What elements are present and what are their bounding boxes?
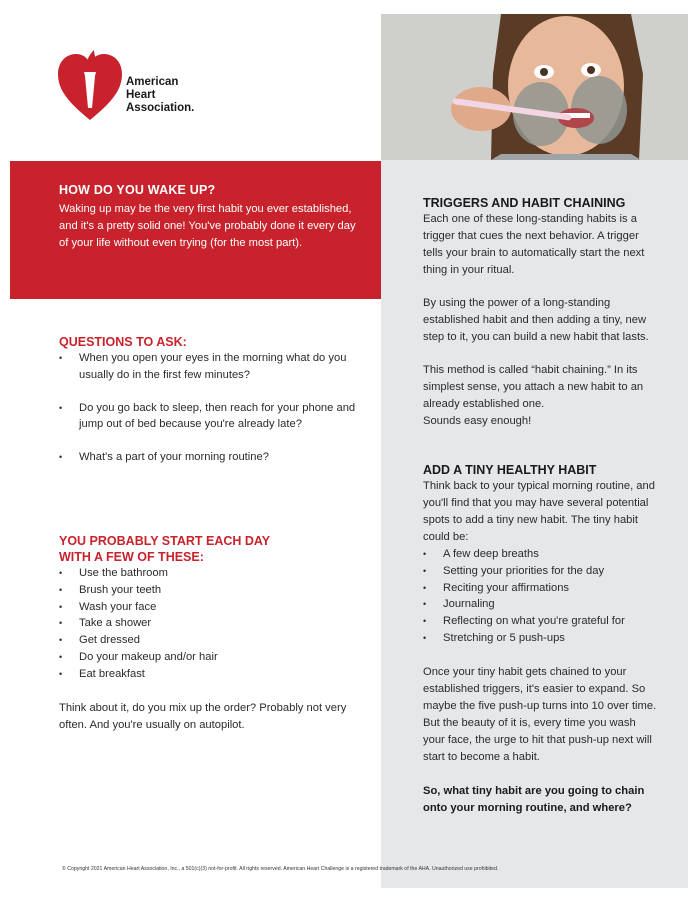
tiny-habit-intro: Think back to your typical morning routine, and you'll find that you may have several potential spots to add a tiny new habit. The tiny habit could be: [423,480,655,543]
brand-name [126,76,194,115]
wake-up-body: Waking up may be the very first habit you ever established, and it's a pretty solid one! You've probably done it every day of your life without even trying (for the most part). [59,203,356,249]
list-item: • Stretching or 5 push-ups [423,630,659,647]
list-item: • When you open your eyes in the morning what do you usually do in the first few minutes? [59,350,359,384]
wake-up-heading: HOW DO YOU WAKE UP? [59,183,216,197]
tiny-habit-question: So, what tiny habit are you going to chain onto your morning routine, and where? [423,784,645,814]
start-day-section [59,533,359,734]
triggers-p3: This method is called “habit chaining.” In its simplest sense, you attach a new habit to an already established one. [423,364,644,410]
start-day-list [59,565,359,683]
start-day-heading-2: WITH A FEW OF THESE: [59,550,204,564]
tiny-habit-heading: ADD A TINY HEALTHY HABIT [423,463,597,477]
start-day-closing: Think about it, do you mix up the order? Probably not very often. And you're usually on autopilot. [59,701,347,731]
copyright-footer: © Copyright 2021 American Heart Association, Inc., a 501(c)(3) not-for-profit. All rights reserved. American Heart Challenge is a registered trademark of the AHA. Unauthorized use prohibited. [62,866,499,872]
triggers-p2: By using the power of a long-standing established habit and then adding a tiny, new step to it, you can build a new habit that lasts. [423,297,649,343]
tiny-habit-section [423,462,659,817]
list-item: • Take a shower [59,615,359,632]
brand-line-1: American [126,76,179,88]
triggers-p3b: Sounds easy enough! [423,415,532,427]
list-item: • Wash your face [59,599,359,616]
questions-heading: QUESTIONS TO ASK: [59,335,187,349]
list-item: • Brush your teeth [59,582,359,599]
list-item: • Reciting your affirmations [423,580,659,597]
photo-illustration [381,14,688,160]
wake-up-box [10,161,381,299]
triggers-section [423,195,659,430]
start-day-heading-1: YOU PROBABLY START EACH DAY [59,534,271,548]
aha-logo [58,46,208,122]
list-item: • Journaling [423,596,659,613]
questions-list [59,350,359,466]
triggers-heading: TRIGGERS AND HABIT CHAINING [423,196,626,210]
list-item: • Eat breakfast [59,666,359,683]
list-item: • Get dressed [59,632,359,649]
list-item: • Use the bathroom [59,565,359,582]
list-item: • Reflecting on what you're grateful for [423,613,659,630]
list-item: • Do you go back to sleep, then reach for your phone and jump out of bed because you're already late? [59,400,359,434]
list-item: • Setting your priorities for the day [423,563,659,580]
tiny-habit-p2: Once your tiny habit gets chained to your established triggers, it's easier to expand. So maybe the five push-up turns into 10 over time. But the beauty of it is, every time you wash your face, the urge to hit that push-up next will start to become a habit. [423,665,657,763]
brand-line-2: Heart [126,89,156,101]
heart-torch-icon [58,46,122,122]
list-item: • What's a part of your morning routine? [59,449,359,466]
hero-photo [381,14,688,160]
brand-line-3: Association. [126,102,195,114]
list-item: • Do your makeup and/or hair [59,649,359,666]
questions-section [59,334,359,482]
list-item: • A few deep breaths [423,546,659,563]
triggers-p1: Each one of these long-standing habits is a trigger that cues the next behavior. A trigger tells your brain to automatically start the next thing in your ritual. [423,213,645,276]
tiny-habit-list [423,546,659,647]
